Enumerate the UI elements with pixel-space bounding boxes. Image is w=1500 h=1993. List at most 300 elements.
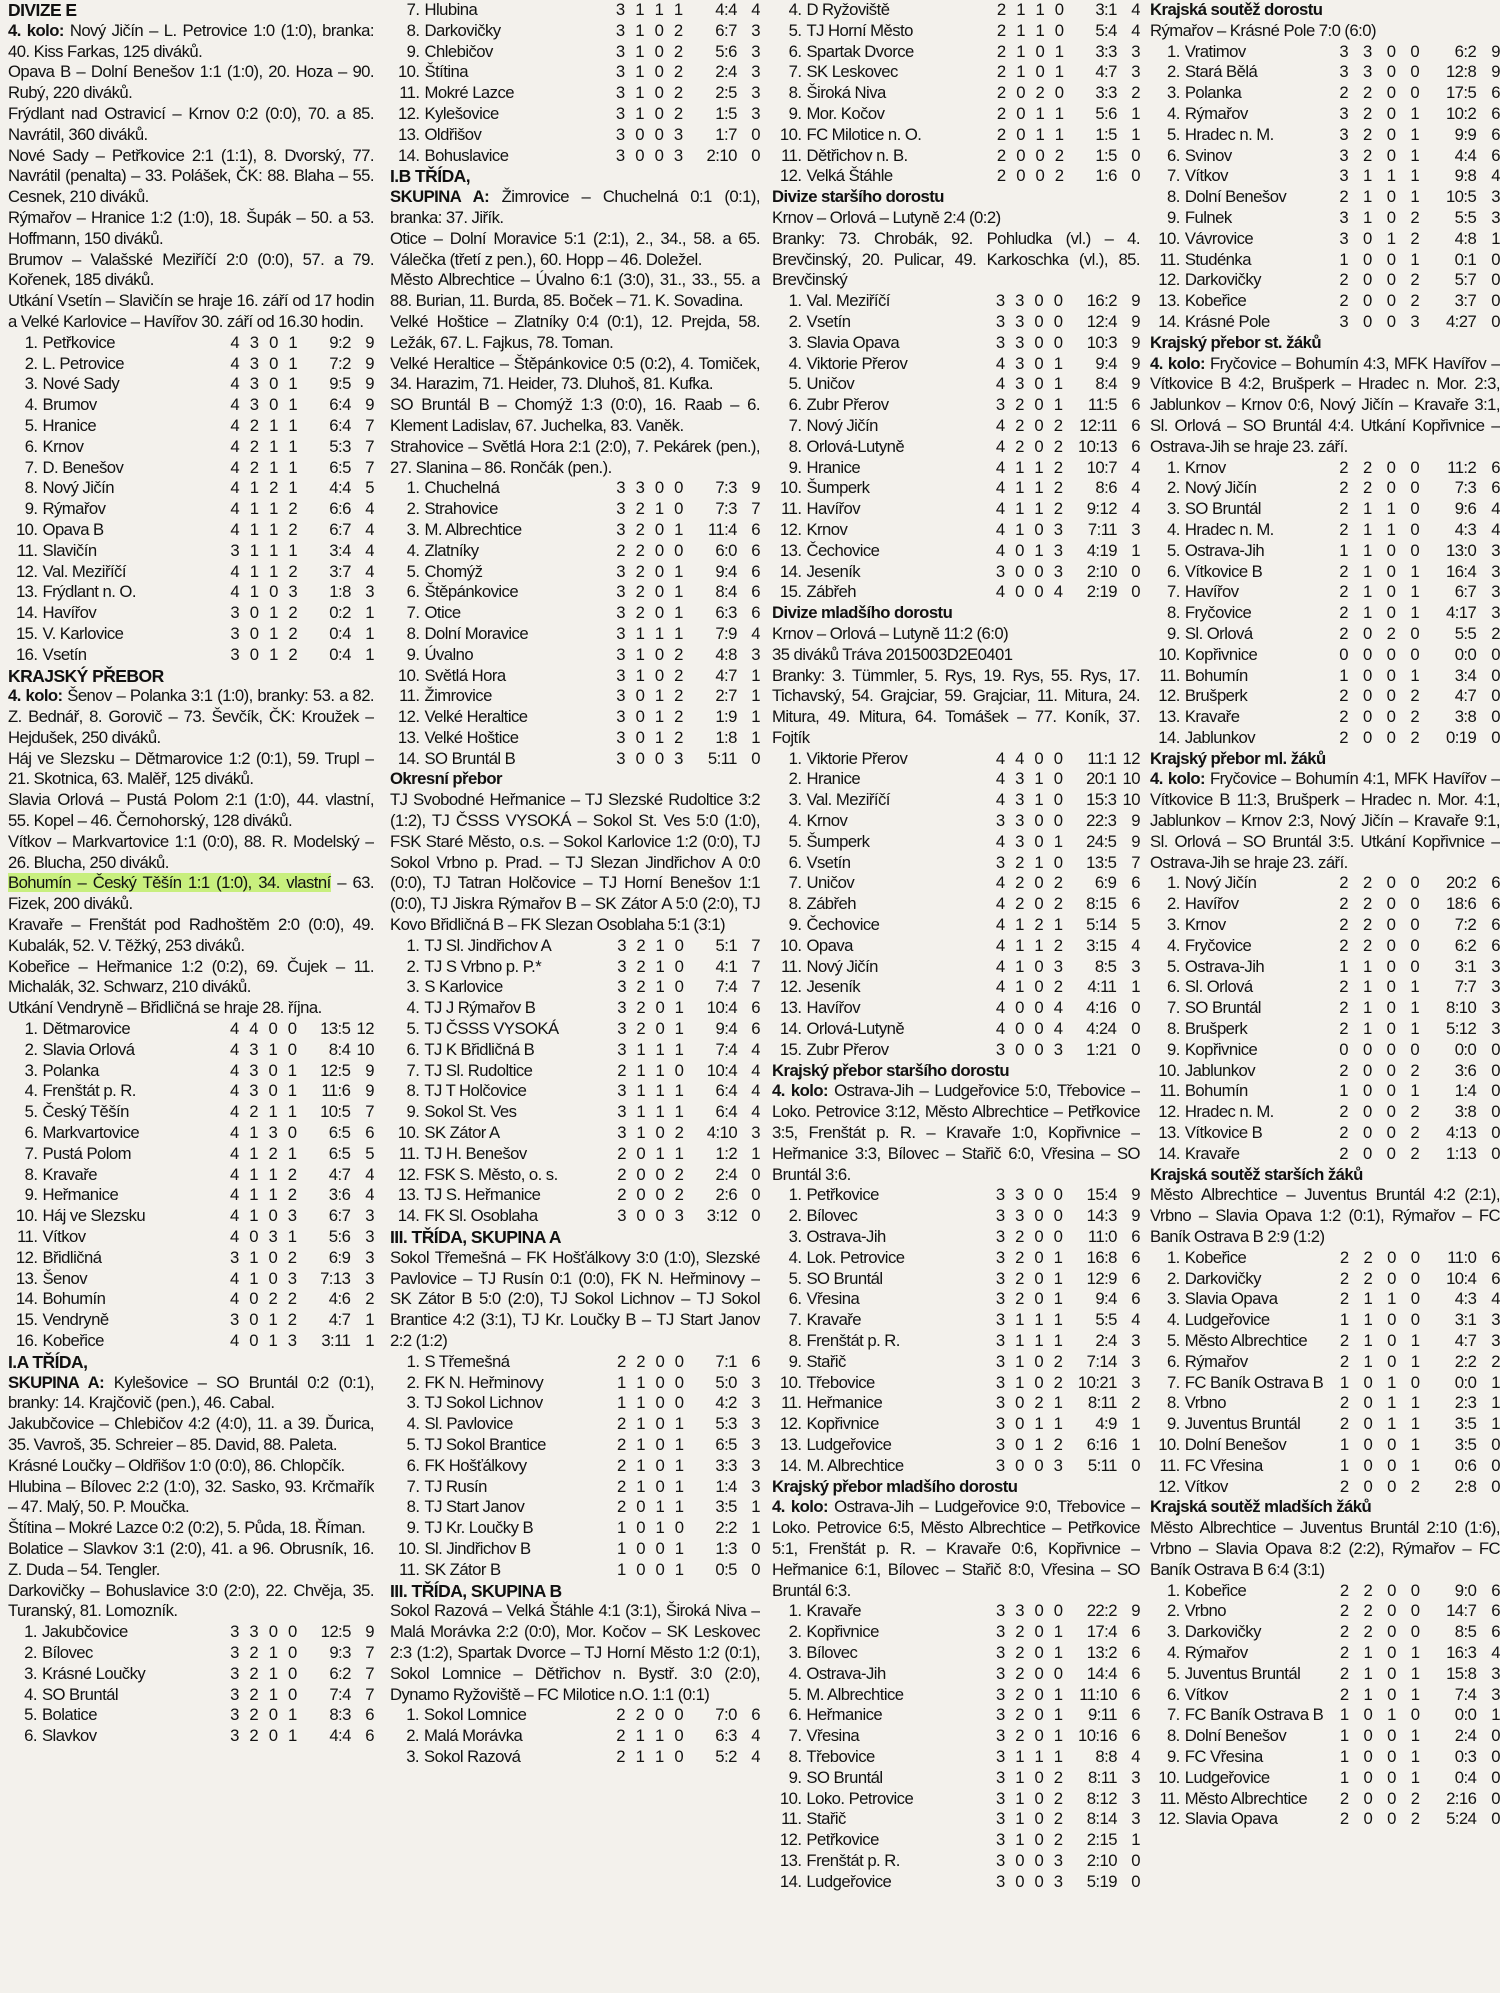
played-cell: 2 (1339, 894, 1348, 914)
losses-cell: 2 (1410, 228, 1420, 248)
wins-cell: 2 (249, 415, 259, 435)
played-cell: 4 (230, 1268, 239, 1288)
team-name-cell: Stařič (806, 1351, 846, 1371)
played-cell: 2 (996, 166, 1006, 186)
played-cell: 2 (1339, 1019, 1348, 1039)
wins-cell: 1 (635, 41, 644, 61)
draws-cell: 1 (1034, 790, 1044, 810)
result-text: Město Albrechtice – Juventus Bruntál 4:2 (2:1), Vrbno – Slavia Opava 1:2 (0:1), Rýmařov – FC Baník Ostrava B 2:9 (1:2) (1150, 1185, 1500, 1247)
losses-cell: 0 (1410, 41, 1420, 61)
score-cell: 2:6 (715, 1185, 738, 1205)
wins-cell: 0 (635, 686, 645, 706)
losses-cell: 1 (1410, 1746, 1420, 1766)
wins-cell: 0 (1363, 270, 1372, 290)
rank-cell: 14. (779, 1019, 802, 1039)
rank-cell: 10. (779, 124, 802, 144)
table-row (390, 1123, 760, 1144)
rank-cell: 8. (788, 1746, 802, 1766)
rank-cell: 1. (24, 1622, 37, 1642)
table-row (1150, 187, 1500, 208)
played-cell: 3 (1339, 228, 1349, 248)
score-cell: 4:7 (1454, 1331, 1477, 1350)
played-cell: 3 (617, 956, 626, 976)
wins-cell: 3 (249, 1622, 259, 1642)
played-cell: 1 (1339, 1372, 1349, 1392)
result-text: Frýdlant nad Ostravicí – Krnov 0:2 (0:0), 70. a 85. Navrátil, 360 diváků. (8, 103, 374, 144)
score-cell: 13:0 (1445, 540, 1477, 560)
rank-cell: 13. (1158, 1123, 1180, 1143)
table-row (390, 1102, 760, 1123)
score-cell: 5:14 (1086, 915, 1117, 935)
team-name-cell: Štítina (424, 62, 468, 82)
rank-cell: 13. (397, 124, 420, 144)
draws-cell: 0 (1034, 561, 1044, 581)
round-label: 4. kolo: (1150, 353, 1205, 373)
wins-cell: 1 (249, 1164, 258, 1184)
score-cell: 2:19 (1086, 582, 1117, 602)
losses-cell: 0 (1053, 1185, 1063, 1205)
rank-cell: 15. (779, 582, 802, 602)
team-name-cell: Frenštát p. R. (806, 1331, 900, 1350)
score-cell: 8:3 (329, 1705, 351, 1725)
team-name-cell: Darkovičky (1184, 270, 1261, 290)
losses-cell: 0 (1053, 852, 1063, 872)
draws-cell: 2 (269, 478, 278, 498)
points-cell: 1 (1131, 1434, 1140, 1454)
wins-cell: 1 (1015, 915, 1024, 935)
table-row (772, 894, 1140, 915)
score-cell: 8:4 (1095, 374, 1117, 394)
team-name-cell: Vítkov (1184, 166, 1228, 186)
rank-cell: 7. (1166, 1705, 1180, 1725)
losses-cell: 1 (674, 1039, 684, 1059)
rank-cell: 5. (406, 561, 420, 581)
wins-cell: 4 (249, 1019, 258, 1039)
points-cell: 0 (751, 748, 760, 768)
result-paragraph (1150, 1185, 1500, 1247)
table-row (390, 125, 760, 146)
score-cell: 2:4 (1095, 1331, 1117, 1350)
table-row (772, 1851, 1140, 1872)
draws-cell: 1 (269, 457, 278, 477)
points-cell: 0 (1491, 1143, 1500, 1163)
draws-cell: 0 (1387, 1268, 1396, 1288)
rank-cell: 12. (779, 1414, 802, 1434)
table-row (772, 416, 1140, 437)
points-cell: 1 (1131, 1830, 1140, 1850)
losses-cell: 0 (674, 1705, 684, 1725)
score-cell: 4:13 (1445, 1123, 1477, 1143)
draws-cell: 1 (269, 603, 278, 623)
losses-cell: 3 (1410, 311, 1420, 331)
points-cell: 6 (1491, 145, 1500, 165)
score-cell: 6:9 (328, 1247, 351, 1267)
team-name-cell: Velké Heraltice (424, 707, 528, 727)
score-cell: 0:19 (1445, 727, 1477, 747)
played-cell: 1 (617, 1372, 626, 1392)
draws-cell: 1 (269, 561, 278, 581)
rank-cell: 8. (406, 1081, 420, 1101)
rank-cell: 1. (1167, 41, 1180, 61)
wins-cell: 1 (249, 1185, 258, 1205)
wins-cell: 1 (1362, 977, 1372, 997)
wins-cell: 3 (249, 332, 259, 352)
rank-cell: 12. (779, 1830, 802, 1850)
points-cell: 0 (1491, 665, 1500, 685)
played-cell: 4 (230, 436, 240, 456)
score-cell: 12:11 (1079, 415, 1117, 435)
wins-cell: 2 (1015, 395, 1024, 415)
rank-cell: 6. (788, 41, 802, 61)
score-cell: 5:6 (715, 41, 737, 61)
column-2 (390, 0, 760, 1993)
wins-cell: 0 (249, 1310, 258, 1330)
table-row (1150, 894, 1500, 915)
table-row (390, 478, 760, 499)
team-name-cell: Frenštát p. R. (42, 1081, 136, 1101)
wins-cell: 0 (635, 707, 645, 727)
draws-cell: 1 (268, 1331, 278, 1350)
draws-cell: 0 (1034, 1268, 1044, 1288)
played-cell: 2 (1339, 519, 1348, 539)
rank-cell: 4. (1166, 1642, 1180, 1662)
losses-cell: 1 (288, 457, 298, 477)
points-cell: 9 (1131, 353, 1140, 373)
table-row (772, 582, 1140, 603)
losses-cell: 0 (288, 1642, 297, 1662)
draws-cell: 0 (1386, 540, 1396, 560)
team-name-cell: Kopřivnice (806, 1622, 879, 1642)
score-cell: 1:5 (715, 103, 737, 123)
points-cell: 3 (1491, 603, 1500, 623)
losses-cell: 2 (287, 1185, 297, 1205)
rank-cell: 9. (788, 1767, 802, 1787)
played-cell: 3 (230, 603, 240, 623)
draws-cell: 0 (1386, 727, 1396, 747)
result-text: Velké Hoštice – Zlatníky 0:4 (0:1), 12. Prejda, 58. Ležák, 67. L. Fajkus, 78. Toman. (390, 311, 760, 352)
rank-cell: 12. (779, 977, 802, 997)
draws-cell: 0 (1387, 1684, 1396, 1704)
points-cell: 2 (1491, 623, 1500, 643)
wins-cell: 2 (1015, 436, 1024, 456)
table-row (772, 333, 1140, 354)
score-cell: 6:2 (1454, 935, 1477, 955)
table-row (8, 1206, 374, 1227)
losses-cell: 1 (674, 1019, 684, 1039)
team-name-cell: Slavičín (42, 540, 97, 560)
wins-cell: 1 (1363, 1351, 1373, 1371)
draws-cell: 0 (1034, 436, 1044, 456)
team-name-cell: FC Vřesina (1184, 1746, 1263, 1766)
losses-cell: 1 (1053, 831, 1063, 851)
score-cell: 6:5 (329, 457, 351, 477)
draws-cell: 0 (1387, 1746, 1396, 1766)
wins-cell: 2 (1363, 1580, 1373, 1600)
draws-cell: 0 (1387, 1580, 1396, 1600)
draws-cell: 1 (654, 727, 664, 747)
draws-cell: 1 (269, 623, 278, 643)
draws-cell: 0 (1034, 1809, 1044, 1829)
score-cell: 13:5 (320, 1019, 351, 1039)
rank-cell: 7. (24, 457, 38, 477)
losses-cell: 0 (1410, 1705, 1420, 1725)
score-cell: 24:5 (1086, 831, 1117, 851)
team-name-cell: Zubr Přerov (806, 395, 889, 415)
losses-cell: 0 (1054, 0, 1064, 19)
played-cell: 2 (617, 1455, 626, 1475)
points-cell: 0 (751, 1185, 760, 1205)
table-row (1150, 125, 1500, 146)
rank-cell: 8. (788, 1331, 802, 1350)
wins-cell: 2 (1362, 915, 1372, 935)
team-name-cell: Sl. Jindřichov B (424, 1538, 531, 1558)
points-cell: 6 (751, 603, 760, 623)
rank-cell: 6. (24, 1123, 38, 1143)
score-cell: 1:4 (1454, 1081, 1477, 1101)
team-name-cell: TJ S Vrbno p. P.* (424, 956, 542, 976)
points-cell: 5 (365, 478, 374, 498)
losses-cell: 0 (1410, 478, 1420, 498)
wins-cell: 0 (1363, 249, 1372, 269)
rank-cell: 6. (406, 1455, 420, 1475)
draws-cell: 1 (654, 686, 664, 706)
draws-cell: 0 (268, 1206, 278, 1226)
team-name-cell: Vsetín (806, 852, 851, 872)
score-cell: 4:3 (1454, 519, 1477, 539)
losses-cell: 2 (673, 103, 683, 123)
played-cell: 2 (1339, 1102, 1348, 1122)
rank-cell: 4. (1167, 935, 1180, 955)
played-cell: 3 (230, 1663, 239, 1683)
points-cell: 6 (751, 1019, 760, 1039)
played-cell: 3 (995, 1331, 1005, 1350)
score-cell: 3:6 (1454, 1060, 1477, 1080)
losses-cell: 2 (1410, 727, 1420, 747)
points-cell: 3 (751, 1372, 760, 1392)
team-name-cell: Bolatice (41, 1705, 97, 1725)
points-cell: 3 (1491, 187, 1500, 207)
played-cell: 1 (1339, 1746, 1349, 1766)
points-cell: 6 (1131, 1705, 1140, 1725)
wins-cell: 2 (1015, 1726, 1025, 1746)
table-row (1150, 1747, 1500, 1768)
points-cell: 6 (751, 561, 760, 581)
wins-cell: 0 (635, 748, 645, 768)
rank-cell: 5. (1167, 540, 1180, 560)
score-cell: 8:4 (715, 582, 737, 602)
table-row (8, 478, 374, 499)
points-cell: 1 (365, 623, 374, 643)
rank-cell: 9. (406, 1518, 420, 1538)
score-cell: 7:9 (715, 623, 737, 643)
draws-cell: 1 (269, 436, 278, 456)
section-subheading: Divize staršího dorostu (772, 187, 944, 207)
result-paragraph (8, 21, 374, 63)
table-row (772, 1331, 1140, 1352)
team-name-cell: Krásné Loučky (41, 1663, 146, 1683)
rank-cell: 7. (406, 0, 420, 19)
rank-cell: 7. (1167, 998, 1180, 1018)
team-name-cell: Vávrovice (1184, 228, 1254, 248)
score-cell: 10:13 (1077, 436, 1117, 456)
score-cell: 1:4 (715, 1476, 737, 1496)
draws-cell: 1 (268, 1185, 278, 1205)
played-cell: 2 (617, 1185, 626, 1205)
section-subheading: Krajský přebor staršího dorostu (772, 1060, 1010, 1080)
losses-cell: 2 (1053, 873, 1063, 893)
team-name-cell: Kobeřice (1184, 291, 1247, 311)
wins-cell: 2 (1363, 124, 1372, 144)
wins-cell: 0 (1362, 1143, 1372, 1163)
draws-cell: 1 (1035, 103, 1045, 123)
score-cell: 11:1 (1087, 748, 1117, 768)
rank-cell: 1. (1166, 1580, 1180, 1600)
draws-cell: 1 (269, 415, 278, 435)
score-cell: 2:10 (1086, 561, 1117, 581)
draws-cell: 1 (1035, 20, 1045, 40)
score-cell: 8:8 (1095, 1746, 1117, 1766)
wins-cell: 1 (635, 83, 644, 103)
table-row (1150, 42, 1500, 63)
wins-cell: 0 (1015, 1850, 1025, 1870)
score-cell: 0:0 (1454, 1039, 1477, 1059)
result-paragraph (8, 749, 374, 791)
points-cell: 6 (1491, 457, 1500, 477)
team-name-cell: SK Zátor A (424, 1123, 500, 1143)
score-cell: 0:6 (1454, 1455, 1477, 1475)
team-name-cell: SO Bruntál (41, 1684, 119, 1704)
table-row (772, 520, 1140, 541)
points-cell: 1 (751, 1518, 760, 1538)
wins-cell: 1 (635, 1746, 645, 1766)
table-row (1150, 998, 1500, 1019)
played-cell: 1 (1339, 540, 1348, 560)
team-name-cell: Světlá Hora (424, 665, 506, 685)
score-cell: 11:6 (321, 1081, 351, 1101)
score-cell: 4:6 (328, 1289, 351, 1309)
score-cell: 4:4 (715, 0, 737, 19)
rank-cell: 11. (781, 499, 802, 519)
rank-cell: 7. (406, 603, 420, 623)
table-row (8, 1705, 374, 1726)
rank-cell: 10. (397, 1123, 420, 1143)
team-name-cell: Vřesina (806, 1289, 860, 1309)
draws-cell: 0 (269, 582, 278, 602)
table-row (1150, 728, 1500, 749)
team-name-cell: Orlová-Lutyně (806, 436, 905, 456)
points-cell: 3 (1491, 207, 1500, 227)
table-row (8, 1664, 374, 1685)
table-row (1150, 1664, 1500, 1685)
score-cell: 0:4 (1454, 1767, 1477, 1787)
wins-cell: 3 (1015, 1206, 1024, 1226)
losses-cell: 3 (1053, 1039, 1063, 1059)
losses-cell: 2 (674, 707, 683, 727)
rank-cell: 12. (397, 1164, 420, 1184)
wins-cell: 1 (1015, 1767, 1025, 1787)
draws-cell: 0 (1386, 1019, 1396, 1039)
played-cell: 2 (1339, 1684, 1349, 1704)
wins-cell: 2 (636, 998, 646, 1018)
draws-cell: 0 (1387, 1726, 1396, 1746)
wins-cell: 1 (1015, 1331, 1024, 1350)
played-cell: 1 (617, 1538, 626, 1558)
team-name-cell: Havířov (806, 998, 861, 1018)
played-cell: 3 (1339, 103, 1349, 123)
rank-cell: 6. (406, 1039, 420, 1059)
table-row (390, 624, 760, 645)
team-name-cell: Oldřišov (424, 124, 482, 144)
table-row (772, 936, 1140, 957)
score-cell: 2:3 (1454, 1393, 1477, 1413)
table-row (1150, 1144, 1500, 1165)
losses-cell: 2 (1053, 894, 1063, 914)
draws-cell: 0 (1386, 561, 1396, 581)
draws-cell: 0 (655, 1414, 665, 1434)
losses-cell: 1 (1053, 1268, 1063, 1288)
result-paragraph (390, 1601, 760, 1705)
score-cell: 5:3 (715, 1414, 737, 1434)
result-paragraph (8, 790, 374, 832)
points-cell: 2 (1131, 1393, 1140, 1413)
draws-cell: 3 (268, 1123, 278, 1143)
score-cell: 6:9 (1094, 873, 1117, 893)
points-cell: 9 (365, 374, 374, 394)
wins-cell: 2 (1363, 1247, 1373, 1267)
draws-cell: 0 (1035, 166, 1045, 186)
section-heading: I.A TŘÍDA, (8, 1351, 88, 1372)
wins-cell: 0 (635, 727, 645, 747)
losses-cell: 1 (674, 1102, 684, 1122)
result-text: Bolatice – Slavkov 3:1 (2:0), 41. a 96. Obrusník, 16. Z. Duda – 54. Tengler. (8, 1538, 374, 1579)
rank-cell: 7. (1166, 1372, 1180, 1392)
points-cell: 4 (751, 623, 760, 643)
draws-cell: 0 (654, 561, 664, 581)
draws-cell: 0 (655, 1351, 665, 1371)
score-cell: 9:5 (329, 374, 351, 394)
wins-cell: 2 (1363, 1601, 1373, 1621)
points-cell: 0 (1131, 561, 1140, 581)
rank-cell: 2. (406, 1726, 420, 1746)
losses-cell: 1 (1410, 166, 1420, 186)
played-cell: 2 (1339, 291, 1349, 311)
team-name-cell: Kylešovice (424, 103, 499, 123)
draws-cell: 1 (1387, 1289, 1396, 1309)
team-name-cell: Velká Štáhle (806, 166, 893, 186)
result-text: Kravaře – Frenštát pod Radhoštěm 2:0 (0:0), 49. Kubalák, 52. V. Těžký, 253 diváků. (8, 915, 374, 955)
rank-cell: 9. (1166, 1746, 1180, 1766)
rank-cell: 5. (24, 1102, 38, 1122)
draws-cell: 0 (1386, 457, 1396, 477)
result-paragraph (8, 998, 374, 1019)
rank-cell: 14. (397, 748, 420, 768)
draws-cell: 0 (268, 1705, 278, 1725)
played-cell: 2 (1339, 1123, 1348, 1143)
draws-cell: 0 (1034, 894, 1044, 914)
rank-cell: 5. (1167, 124, 1180, 144)
team-name-cell: Sokol Razová (424, 1746, 521, 1766)
team-name-cell: Petřkovice (42, 332, 115, 352)
rank-cell: 6. (1167, 977, 1180, 997)
played-cell: 3 (616, 727, 626, 747)
points-cell: 0 (751, 124, 760, 144)
wins-cell: 0 (1363, 1705, 1373, 1725)
draws-cell: 0 (1034, 956, 1044, 976)
played-cell: 3 (617, 1019, 626, 1039)
played-cell: 4 (995, 374, 1005, 394)
losses-cell: 1 (674, 623, 683, 643)
draws-cell: 0 (1034, 831, 1044, 851)
